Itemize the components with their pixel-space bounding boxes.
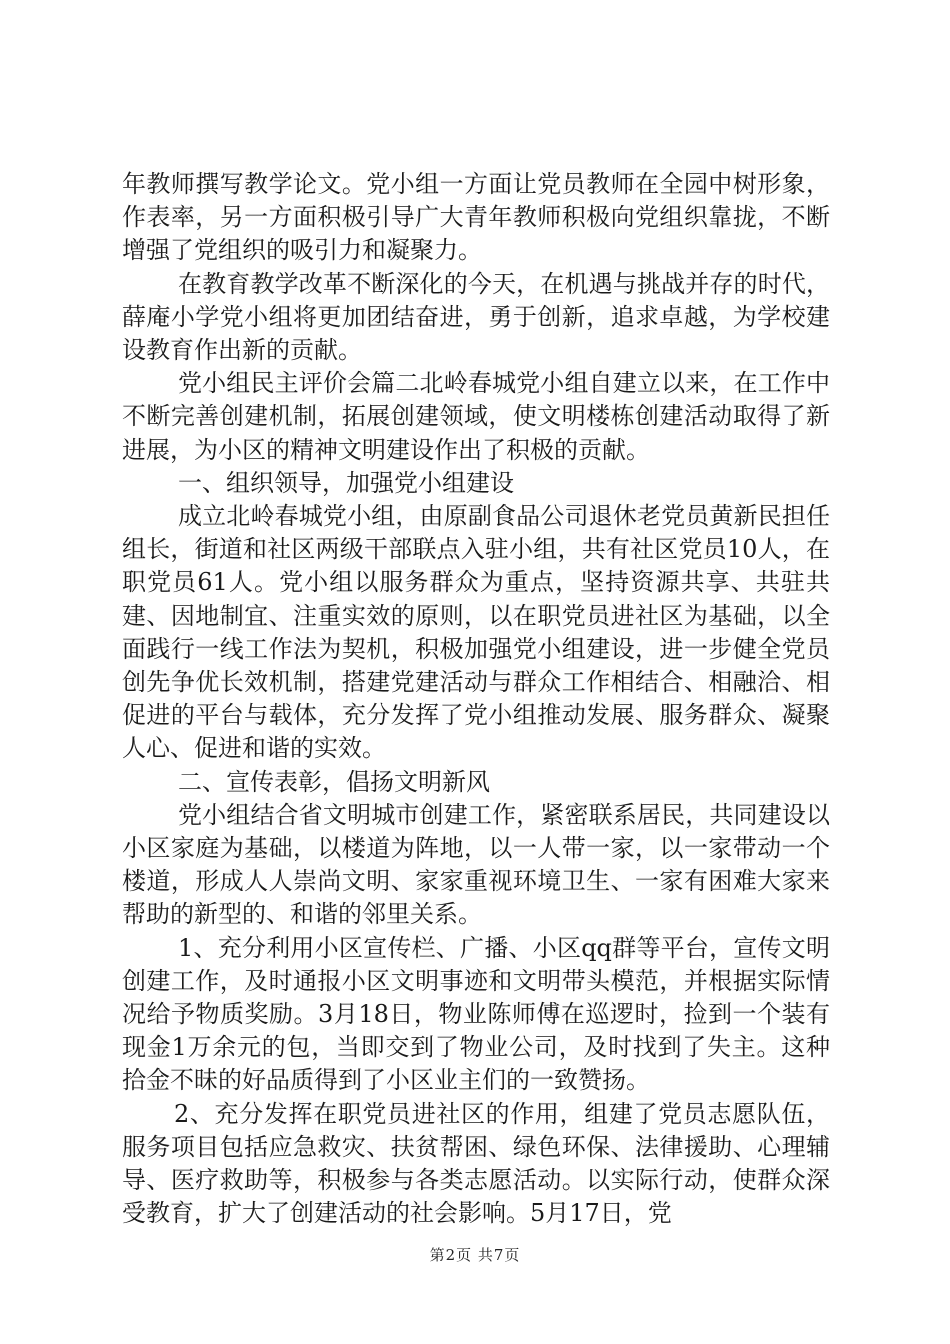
paragraph: 党小组民主评价会篇二北岭春城党小组自建立以来，在工作中不断完善创建机制，拓展创建领域，使文明楼栋创建活动取得了新进展，为小区的精神文明建设作出了积极的贡献。 — [122, 369, 830, 464]
section-heading: 二、宣传表彰，倡扬文明新风 — [178, 767, 490, 796]
section-heading: 一、组织领导，加强党小组建设 — [178, 468, 514, 497]
page-number-footer: 第2页 共7页 — [429, 1246, 521, 1264]
paragraph: 2、充分发挥在职党员进社区的作用，组建了党员志愿队伍，服务项目包括应急救灾、扶贫帮困、绿色环保、法律援助、心理辅导、医疗救助等，积极参与各类志愿活动。以实际行动，使群众深受教育，扩大了创建活动的社会影响。5月17日，党 — [122, 1099, 830, 1228]
document-body — [122, 168, 830, 1231]
paragraph: 年教师撰写教学论文。党小组一方面让党员教师在全园中树形象，作表率，另一方面积极引导广大青年教师积极向党组织靠拢，不断增强了党组织的吸引力和凝聚力。 — [122, 170, 830, 265]
paragraph: 成立北岭春城党小组，由原副食品公司退休老党员黄新民担任组长，街道和社区两级干部联点入驻小组，共有社区党员10人，在职党员61人。党小组以服务群众为重点，坚持资源共享、共驻共建、因地制宜、注重实效的原则，以在职党员进社区为基础，以全面践行一线工作法为契机，积极加强党小组建设，进一步健全党员创先争优长效机制，搭建党建活动与群众工作相结合、相融洽、相促进的平台与载体，充分发挥了党小组推动发展、服务群众、凝聚人心、促进和谐的实效。 — [122, 502, 830, 763]
paragraph: 1、充分利用小区宣传栏、广播、小区qq群等平台，宣传文明创建工作，及时通报小区文明事迹和文明带头模范，并根据实际情况给予物质奖励。3月18日，物业陈师傅在巡逻时，捡到一个装有现金1万余元的包，当即交到了物业公司，及时找到了失主。这种拾金不昧的好品质得到了小区业主们的一致赞扬。 — [122, 933, 830, 1095]
paragraph: 党小组结合省文明城市创建工作，紧密联系居民，共同建设以小区家庭为基础，以楼道为阵地，以一人带一家，以一家带动一个楼道，形成人人崇尚文明、家家重视环境卫生、一家有困难大家来帮助的新型的、和谐的邻里关系。 — [122, 800, 830, 929]
paragraph: 在教育教学改革不断深化的今天，在机遇与挑战并存的时代，薛庵小学党小组将更加团结奋进，勇于创新，追求卓越，为学校建设教育作出新的贡献。 — [122, 269, 830, 365]
